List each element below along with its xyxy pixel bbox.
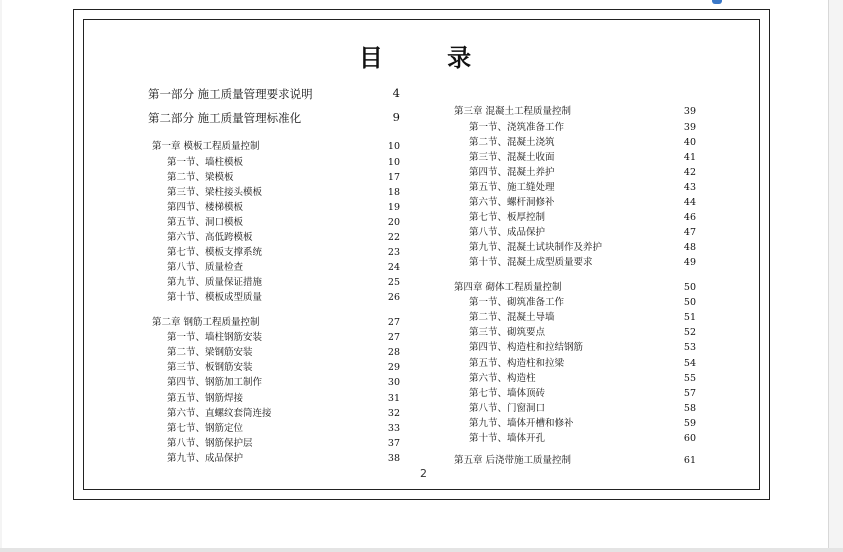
toc-chapter-entry[interactable] (152, 139, 400, 155)
toc-section-entry[interactable] (152, 275, 400, 290)
toc-section-entry[interactable] (152, 230, 400, 245)
toc-entry-page: 42 (683, 166, 696, 178)
toc-entry-page: 47 (683, 227, 696, 239)
toc-right-column (454, 104, 696, 469)
toc-section-entry[interactable] (454, 150, 696, 165)
toc-entry-page: 30 (387, 377, 400, 389)
toc-entry-label: 第五节、构造柱和拉梁 (469, 357, 565, 369)
toc-spacer (454, 446, 696, 453)
toc-part-label: 第一部分 施工质量管理要求说明 (148, 87, 313, 101)
toc-section-entry[interactable] (152, 260, 400, 275)
toc-entry-page: 28 (387, 347, 400, 359)
toc-section-entry[interactable] (454, 240, 696, 255)
toc-entry-label: 第八节、钢筋保护层 (167, 437, 253, 449)
toc-entry-page: 51 (683, 312, 696, 324)
toc-entry-page: 49 (683, 257, 696, 269)
toc-entry-page: 60 (683, 432, 696, 444)
toc-entry-label: 第一章 模板工程质量控制 (152, 141, 260, 152)
toc-entry-page: 53 (683, 342, 696, 354)
toc-entry-label: 第八节、门窗洞口 (469, 402, 546, 414)
toc-entry-page: 10 (387, 156, 400, 168)
toc-section-entry[interactable] (454, 356, 696, 371)
toc-section-entry[interactable] (152, 421, 400, 436)
toc-section-entry[interactable] (454, 340, 696, 355)
toc-entry-page: 23 (387, 247, 400, 259)
toc-entry-label: 第九节、成品保护 (167, 452, 244, 464)
toc-entry-label: 第四章 砌体工程质量控制 (454, 281, 562, 293)
viewer-marker-icon (712, 0, 722, 4)
toc-entry-label: 第九节、混凝土试块制作及养护 (469, 242, 603, 254)
toc-entry-page: 27 (387, 332, 400, 344)
toc-section-entry[interactable] (152, 391, 400, 406)
toc-section-entry[interactable] (454, 255, 696, 270)
toc-title: 目 录 (358, 43, 500, 72)
toc-entry-label: 第九节、质量保证措施 (167, 277, 263, 289)
toc-entry-label: 第七节、模板支撑系统 (167, 247, 263, 259)
toc-spacer (454, 270, 696, 279)
toc-section-entry[interactable] (454, 135, 696, 150)
toc-section-entry[interactable] (152, 375, 400, 390)
toc-entry-page: 58 (683, 402, 696, 414)
toc-entry-page: 41 (683, 151, 696, 163)
toc-chapter-entry[interactable] (152, 315, 400, 331)
toc-section-entry[interactable] (152, 170, 400, 185)
toc-entry-page: 26 (387, 292, 400, 304)
toc-section-entry[interactable] (454, 310, 696, 325)
toc-section-entry[interactable] (152, 245, 400, 260)
toc-chapter-entry[interactable] (454, 280, 696, 296)
toc-section-entry[interactable] (152, 345, 400, 360)
toc-entry-page: 25 (387, 277, 400, 289)
toc-section-entry[interactable] (454, 416, 696, 431)
toc-entry-page: 52 (683, 327, 696, 339)
toc-entry-page: 20 (387, 216, 400, 228)
toc-section-entry[interactable] (454, 371, 696, 386)
toc-spacer (152, 305, 400, 314)
toc-entry-page: 17 (387, 171, 400, 183)
toc-section-entry[interactable] (152, 360, 400, 375)
toc-entry-label: 第七节、板厚控制 (469, 212, 546, 224)
document-page (2, 0, 829, 549)
toc-entry-label: 第四节、混凝土养护 (469, 166, 555, 178)
toc-section-entry[interactable] (152, 290, 400, 305)
toc-entry-label: 第三节、梁柱接头模板 (167, 186, 263, 198)
toc-section-entry[interactable] (454, 165, 696, 180)
toc-entry-label: 第五章 后浇带施工质量控制 (454, 455, 572, 467)
toc-section-entry[interactable] (152, 155, 400, 170)
toc-section-entry[interactable] (454, 225, 696, 240)
toc-entry-label: 第一节、墙柱钢筋安装 (167, 332, 263, 344)
toc-section-entry[interactable] (152, 406, 400, 421)
toc-entry-page: 38 (387, 452, 400, 464)
page-number: 2 (420, 467, 427, 480)
toc-section-entry[interactable] (152, 185, 400, 200)
toc-part-page: 4 (392, 86, 400, 100)
toc-entry-page: 50 (683, 297, 696, 309)
toc-entry-page: 59 (683, 417, 696, 429)
toc-section-entry[interactable] (454, 180, 696, 195)
toc-entry-page: 43 (683, 181, 696, 193)
toc-entry-label: 第二节、混凝土浇筑 (469, 136, 555, 148)
toc-chapter-entry[interactable] (454, 104, 696, 120)
toc-entry-page: 31 (387, 392, 400, 404)
toc-section-entry[interactable] (454, 401, 696, 416)
toc-entry-page: 29 (387, 362, 400, 374)
toc-entry-label: 第二章 钢筋工程质量控制 (152, 316, 260, 328)
toc-entry-label: 第二节、梁模板 (167, 171, 234, 183)
toc-entry-page: 39 (683, 121, 696, 133)
toc-entry-label: 第八节、成品保护 (469, 227, 546, 239)
toc-part-label: 第二部分 施工质量管理标准化 (148, 111, 302, 125)
toc-section-entry[interactable] (152, 330, 400, 345)
toc-entry-page: 10 (387, 141, 400, 152)
toc-entry-label: 第十节、墙体开孔 (469, 432, 546, 444)
toc-entry-label: 第五节、施工缝处理 (469, 181, 555, 193)
toc-entry-page: 24 (387, 262, 400, 274)
toc-entry-page: 50 (683, 281, 696, 293)
toc-entry-label: 第三节、混凝土收面 (469, 151, 555, 163)
toc-entry-label: 第三节、砌筑要点 (469, 327, 546, 339)
toc-entry-label: 第二节、混凝土导墙 (469, 312, 555, 324)
toc-entry-label: 第五节、钢筋焊接 (167, 392, 244, 404)
toc-section-entry[interactable] (454, 195, 696, 210)
toc-section-entry[interactable] (454, 431, 696, 446)
toc-entry-page: 44 (683, 196, 696, 208)
toc-entry-label: 第一节、墙柱模板 (167, 156, 244, 168)
toc-entry-label: 第六节、螺杆洞修补 (469, 196, 555, 208)
toc-entry-label: 第三章 混凝土工程质量控制 (454, 106, 572, 117)
toc-entry-page: 48 (683, 242, 696, 254)
toc-entry-label: 第八节、质量检查 (167, 262, 244, 274)
toc-entry-page: 37 (387, 437, 400, 449)
toc-entry-page: 55 (683, 372, 696, 384)
toc-section-entry[interactable] (454, 295, 696, 310)
toc-entry-label: 第四节、楼梯模板 (167, 201, 244, 213)
toc-entry-page: 32 (387, 407, 400, 419)
toc-part-1[interactable] (148, 86, 400, 102)
toc-entry-label: 第一节、砌筑准备工作 (469, 297, 565, 309)
toc-entry-label: 第三节、板钢筋安装 (167, 362, 253, 374)
toc-section-entry[interactable] (152, 451, 400, 466)
toc-part-2[interactable] (148, 110, 400, 126)
toc-entry-label: 第六节、直螺纹套筒连接 (167, 407, 272, 419)
toc-entry-page: 54 (683, 357, 696, 369)
toc-entry-label: 第九节、墙体开槽和修补 (469, 417, 574, 429)
toc-entry-label: 第十节、混凝土成型质量要求 (469, 257, 593, 269)
toc-entry-page: 61 (683, 455, 696, 467)
toc-section-entry[interactable] (454, 120, 696, 135)
toc-entry-page: 19 (387, 201, 400, 213)
toc-entry-page: 18 (387, 186, 400, 198)
toc-entry-page: 46 (683, 212, 696, 224)
toc-section-entry[interactable] (454, 325, 696, 340)
toc-entry-page: 22 (387, 231, 400, 243)
toc-left-column (152, 139, 400, 466)
toc-section-entry[interactable] (152, 436, 400, 451)
toc-entry-page: 33 (387, 422, 400, 434)
toc-entry-page: 27 (387, 316, 400, 328)
toc-entry-page: 57 (683, 387, 696, 399)
toc-entry-label: 第十节、模板成型质量 (167, 292, 263, 304)
toc-entry-label: 第一节、浇筑准备工作 (469, 121, 565, 133)
toc-entry-label: 第四节、钢筋加工制作 (167, 377, 263, 389)
toc-section-entry[interactable] (454, 386, 696, 401)
toc-entry-label: 第七节、钢筋定位 (167, 422, 244, 434)
toc-entry-label: 第二节、梁钢筋安装 (167, 347, 253, 359)
toc-entry-label: 第六节、高低跨模板 (167, 231, 253, 243)
toc-section-entry[interactable] (152, 215, 400, 230)
toc-entry-page: 40 (683, 136, 696, 148)
viewer-bottom-edge (0, 548, 843, 552)
toc-entry-page: 39 (683, 106, 696, 117)
toc-entry-label: 第六节、构造柱 (469, 372, 536, 384)
toc-section-entry[interactable] (454, 210, 696, 225)
toc-entry-label: 第七节、墙体顶砖 (469, 387, 546, 399)
toc-entry-label: 第四节、构造柱和拉结钢筋 (469, 342, 584, 354)
toc-section-entry[interactable] (152, 200, 400, 215)
toc-entry-label: 第五节、洞口模板 (167, 216, 244, 228)
toc-part-page: 9 (392, 110, 400, 124)
